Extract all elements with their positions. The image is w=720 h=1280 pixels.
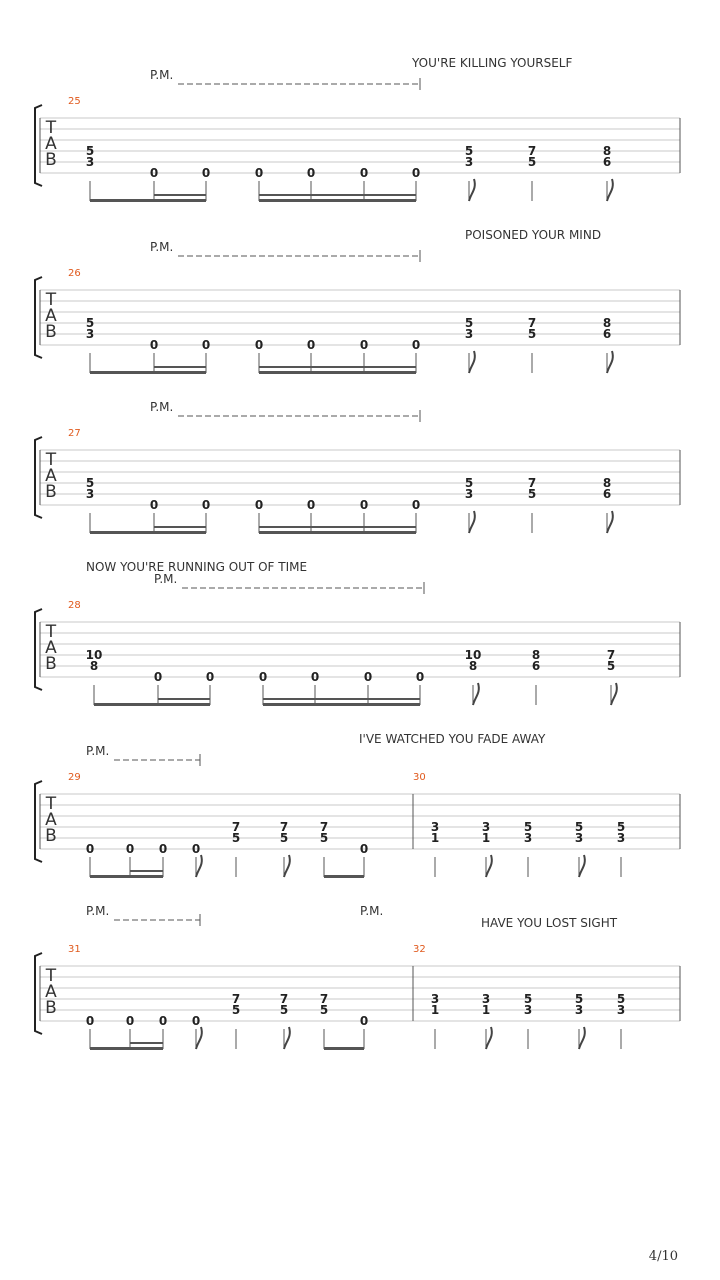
fret-number: 0 — [205, 670, 215, 684]
fret-number: 5 — [85, 144, 95, 158]
fret-number: 3 — [523, 831, 533, 845]
palm-mute-label: P.M. — [360, 904, 384, 918]
fret-number: 7 — [231, 992, 241, 1006]
tab-clef-letter: T — [45, 966, 57, 986]
fret-number: 3 — [464, 155, 474, 169]
secondary-beam — [259, 366, 416, 368]
beam — [90, 875, 163, 878]
fret-number: 0 — [149, 166, 159, 180]
eighth-flag — [469, 351, 475, 373]
fret-number: 3 — [481, 992, 491, 1006]
eighth-flag — [196, 1027, 202, 1049]
fret-number: 5 — [279, 1003, 289, 1017]
fret-number: 5 — [527, 487, 537, 501]
fret-number: 8 — [468, 659, 478, 673]
fret-number: 3 — [574, 1003, 584, 1017]
tab-clef-letter: B — [45, 150, 57, 170]
tab-clef-letter: B — [45, 998, 57, 1018]
tab-clef-letter: T — [45, 450, 57, 470]
eighth-flag — [284, 855, 290, 877]
fret-number: 0 — [363, 670, 373, 684]
fret-number: 8 — [602, 476, 612, 490]
beam — [324, 1047, 364, 1050]
fret-number: 0 — [158, 842, 168, 856]
fret-number: 0 — [306, 338, 316, 352]
fret-number: 7 — [279, 820, 289, 834]
palm-mute-label: P.M. — [150, 400, 174, 414]
fret-number: 0 — [359, 338, 369, 352]
fret-number: 5 — [527, 327, 537, 341]
fret-number: 5 — [464, 144, 474, 158]
fret-number: 0 — [254, 166, 264, 180]
lyric: HAVE YOU LOST SIGHT — [481, 916, 618, 930]
fret-number: 1 — [481, 831, 491, 845]
fret-number: 1 — [481, 1003, 491, 1017]
tab-clef-letter: B — [45, 826, 57, 846]
tab-clef-letter: T — [45, 290, 57, 310]
fret-number: 0 — [149, 498, 159, 512]
tab-system — [35, 914, 680, 1050]
eighth-flag — [196, 855, 202, 877]
fret-number: 5 — [606, 659, 616, 673]
bar-number: 30 — [413, 772, 426, 783]
fret-number: 5 — [616, 820, 626, 834]
tab-clef-letter: B — [45, 654, 57, 674]
system-bracket — [35, 105, 42, 186]
tab-clef-letter: A — [45, 134, 57, 154]
tab-system — [35, 410, 680, 534]
bar-number: 29 — [68, 772, 81, 783]
fret-number: 3 — [85, 155, 95, 169]
tab-clef-letter: A — [45, 466, 57, 486]
tab-clef-letter: T — [45, 794, 57, 814]
fret-number: 10 — [464, 648, 482, 662]
fret-number: 7 — [527, 476, 537, 490]
fret-number: 0 — [191, 1014, 201, 1028]
fret-number: 7 — [527, 316, 537, 330]
secondary-beam — [154, 526, 206, 528]
tab-clef-letter: B — [45, 322, 57, 342]
fret-number: 5 — [523, 992, 533, 1006]
bar-number: 26 — [68, 268, 81, 279]
fret-number: 0 — [310, 670, 320, 684]
fret-number: 3 — [85, 487, 95, 501]
fret-number: 3 — [481, 820, 491, 834]
fret-number: 0 — [306, 498, 316, 512]
fret-number: 1 — [430, 1003, 440, 1017]
fret-number: 5 — [464, 476, 474, 490]
fret-number: 0 — [254, 338, 264, 352]
lyric: YOU'RE KILLING YOURSELF — [412, 56, 573, 70]
fret-number: 0 — [125, 842, 135, 856]
fret-number: 0 — [191, 842, 201, 856]
beam — [259, 371, 416, 374]
fret-number: 0 — [411, 166, 421, 180]
eighth-flag — [579, 1027, 585, 1049]
fret-number: 0 — [415, 670, 425, 684]
system-bracket — [35, 953, 42, 1034]
system-bracket — [35, 609, 42, 690]
fret-number: 5 — [231, 1003, 241, 1017]
tab-system — [35, 250, 680, 374]
fret-number: 10 — [85, 648, 103, 662]
lyric: NOW YOU'RE RUNNING OUT OF TIME — [86, 560, 308, 574]
fret-number: 0 — [359, 166, 369, 180]
fret-number: 0 — [201, 166, 211, 180]
secondary-beam — [158, 698, 210, 700]
palm-mute-label: P.M. — [150, 68, 174, 82]
eighth-flag — [469, 179, 475, 201]
tab-clef-letter: T — [45, 622, 57, 642]
tab-clef-letter: A — [45, 638, 57, 658]
fret-number: 3 — [464, 487, 474, 501]
fret-number: 0 — [359, 1014, 369, 1028]
fret-number: 3 — [430, 992, 440, 1006]
fret-number: 5 — [523, 820, 533, 834]
beam — [94, 703, 210, 706]
tab-clef-letter: A — [45, 982, 57, 1002]
eighth-flag — [607, 511, 613, 533]
fret-number: 3 — [574, 831, 584, 845]
fret-number: 5 — [527, 155, 537, 169]
bar-number: 27 — [68, 428, 81, 439]
eighth-flag — [611, 683, 617, 705]
tab-clef-letter: T — [45, 118, 57, 138]
fret-number: 6 — [602, 327, 612, 341]
secondary-beam — [130, 1042, 163, 1044]
fret-number: 0 — [149, 338, 159, 352]
fret-number: 6 — [602, 155, 612, 169]
tab-system — [35, 78, 680, 202]
tab-system — [35, 582, 680, 706]
fret-number: 5 — [464, 316, 474, 330]
eighth-flag — [486, 855, 492, 877]
bar-number: 32 — [413, 944, 426, 955]
secondary-beam — [154, 194, 206, 196]
system-bracket — [35, 277, 42, 358]
palm-mute-label: P.M. — [150, 240, 174, 254]
fret-number: 0 — [125, 1014, 135, 1028]
fret-number: 6 — [531, 659, 541, 673]
fret-number: 0 — [258, 670, 268, 684]
eighth-flag — [579, 855, 585, 877]
fret-number: 0 — [359, 498, 369, 512]
tab-system — [35, 754, 680, 878]
fret-number: 6 — [602, 487, 612, 501]
bar-number: 28 — [68, 600, 81, 611]
palm-mute-label: P.M. — [86, 744, 110, 758]
fret-number: 3 — [616, 831, 626, 845]
bar-number: 25 — [68, 96, 81, 107]
fret-number: 7 — [527, 144, 537, 158]
eighth-flag — [284, 1027, 290, 1049]
eighth-flag — [486, 1027, 492, 1049]
fret-number: 8 — [531, 648, 541, 662]
fret-number: 0 — [411, 338, 421, 352]
beam — [324, 875, 364, 878]
fret-number: 0 — [201, 498, 211, 512]
fret-number: 7 — [319, 992, 329, 1006]
palm-mute-label: P.M. — [154, 572, 178, 586]
fret-number: 3 — [523, 1003, 533, 1017]
fret-number: 5 — [231, 831, 241, 845]
secondary-beam — [154, 366, 206, 368]
fret-number: 0 — [306, 166, 316, 180]
tab-clef-letter: A — [45, 810, 57, 830]
fret-number: 8 — [602, 144, 612, 158]
beam — [90, 531, 206, 534]
palm-mute-label: P.M. — [86, 904, 110, 918]
fret-number: 7 — [606, 648, 616, 662]
fret-number: 3 — [464, 327, 474, 341]
beam — [90, 199, 206, 202]
tab-clef-letter: B — [45, 482, 57, 502]
fret-number: 7 — [319, 820, 329, 834]
fret-number: 5 — [574, 820, 584, 834]
fret-number: 8 — [89, 659, 99, 673]
fret-number: 0 — [85, 842, 95, 856]
beam — [90, 1047, 163, 1050]
system-bracket — [35, 781, 42, 862]
tab-clef-letter: A — [45, 306, 57, 326]
fret-number: 0 — [153, 670, 163, 684]
beam — [259, 199, 416, 202]
fret-number: 0 — [254, 498, 264, 512]
secondary-beam — [263, 698, 420, 700]
eighth-flag — [607, 351, 613, 373]
bar-number: 31 — [68, 944, 81, 955]
fret-number: 5 — [85, 316, 95, 330]
eighth-flag — [469, 511, 475, 533]
eighth-flag — [607, 179, 613, 201]
fret-number: 7 — [279, 992, 289, 1006]
fret-number: 0 — [85, 1014, 95, 1028]
fret-number: 3 — [616, 1003, 626, 1017]
fret-number: 5 — [279, 831, 289, 845]
secondary-beam — [259, 194, 416, 196]
fret-number: 5 — [319, 1003, 329, 1017]
fret-number: 8 — [602, 316, 612, 330]
fret-number: 5 — [616, 992, 626, 1006]
beam — [263, 703, 420, 706]
eighth-flag — [473, 683, 479, 705]
fret-number: 0 — [411, 498, 421, 512]
fret-number: 1 — [430, 831, 440, 845]
lyric: I'VE WATCHED YOU FADE AWAY — [359, 732, 546, 746]
secondary-beam — [130, 870, 163, 872]
secondary-beam — [259, 526, 416, 528]
beam — [90, 371, 206, 374]
fret-number: 5 — [319, 831, 329, 845]
page-number: 4/10 — [648, 1249, 678, 1264]
lyric: POISONED YOUR MIND — [465, 228, 602, 242]
fret-number: 7 — [231, 820, 241, 834]
fret-number: 5 — [574, 992, 584, 1006]
fret-number: 0 — [359, 842, 369, 856]
system-bracket — [35, 437, 42, 518]
beam — [259, 531, 416, 534]
fret-number: 0 — [201, 338, 211, 352]
fret-number: 5 — [85, 476, 95, 490]
fret-number: 0 — [158, 1014, 168, 1028]
fret-number: 3 — [430, 820, 440, 834]
fret-number: 3 — [85, 327, 95, 341]
